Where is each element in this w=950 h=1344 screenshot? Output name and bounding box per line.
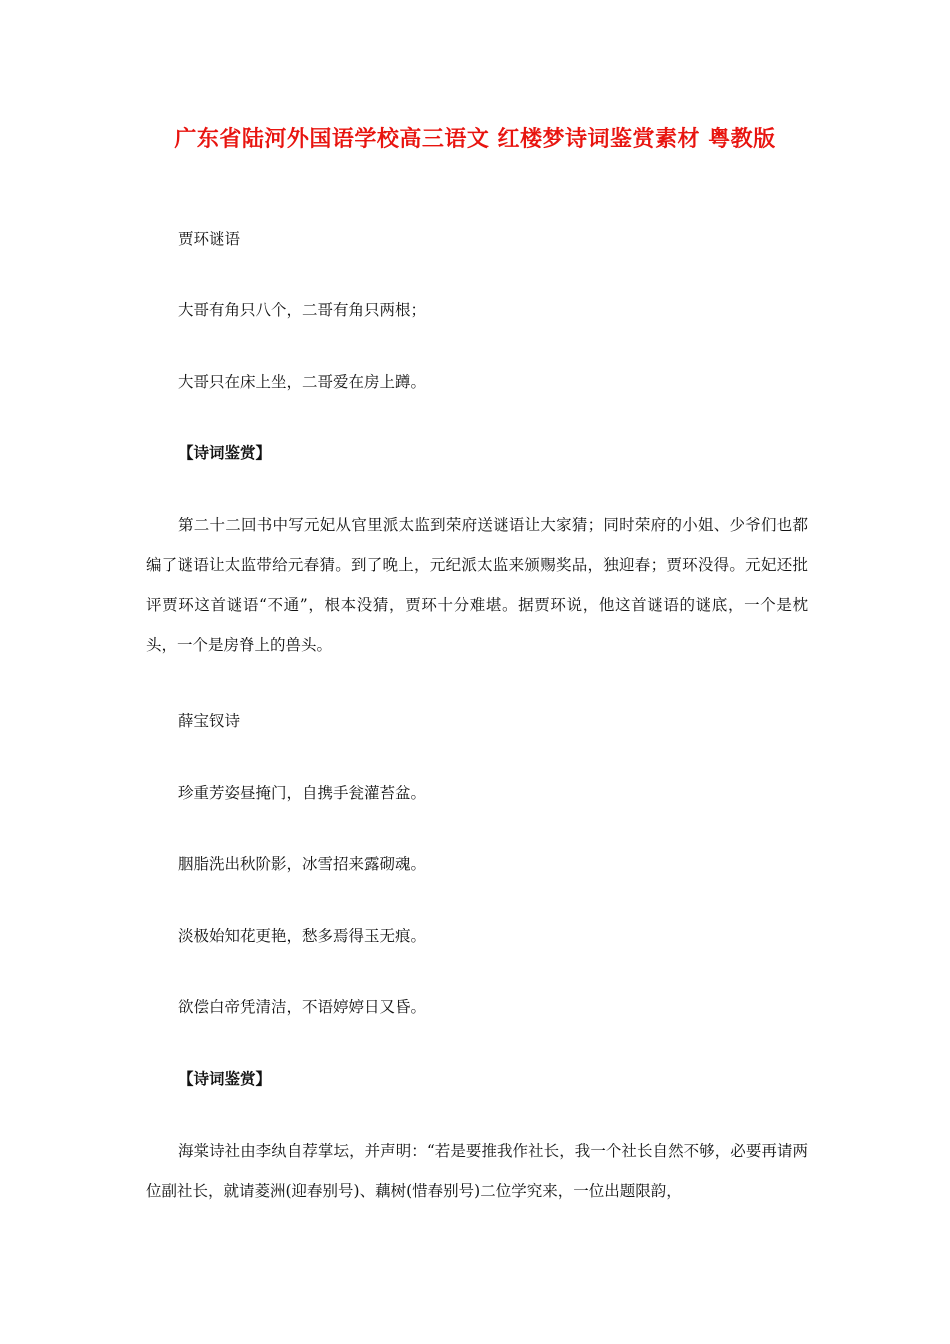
appreciation-paragraph: 海棠诗社由李纨自荐掌坛，并声明：“若是要推我作社长，我一个社长自然不够，必要再请两位副社长，就请菱洲(迎春别号)、藕树(惜春别号)二位学究来，一位出题限韵， — [146, 1142, 808, 1200]
document-title: 广东省陆河外国语学校高三语文 红楼梦诗词鉴赏素材 粤教版 — [174, 126, 776, 152]
appreciation-label: 【诗词鉴赏】 — [178, 1069, 272, 1088]
section-heading-xue-baochai-poem: 薛宝钗诗 — [178, 712, 241, 730]
verse-line: 淡极始知花更艳，愁多焉得玉无痕。 — [178, 927, 427, 945]
appreciation-paragraph: 第二十二回书中写元妃从官里派太监到荣府送谜语让大家猜；同时荣府的小姐、少爷们也都编了谜语让太监带给元春猜。到了晚上，元纪派太监来颁赐奖品，独迎春；贾环没得。元妃还批评贾环这首谜语“不通”，根本没猜，贾环十分难堪。据贾环说，他这首谜语的谜底，一个是枕头，一个是房脊上的兽头。 — [146, 516, 808, 654]
verse-line: 欲偿白帝凭清洁，不语婷婷日又昏。 — [178, 998, 427, 1016]
appreciation-label: 【诗词鉴赏】 — [178, 443, 272, 462]
verse-line: 珍重芳姿昼掩门，自携手瓮灌苔盆。 — [178, 784, 427, 802]
section-heading-jia-huan-riddle: 贾环谜语 — [178, 230, 241, 248]
verse-line: 大哥有角只八个，二哥有角只两根； — [178, 301, 427, 319]
verse-line: 大哥只在床上坐，二哥爱在房上蹲。 — [178, 373, 427, 391]
verse-line: 胭脂洗出秋阶影，冰雪招来露砌魂。 — [178, 855, 427, 873]
